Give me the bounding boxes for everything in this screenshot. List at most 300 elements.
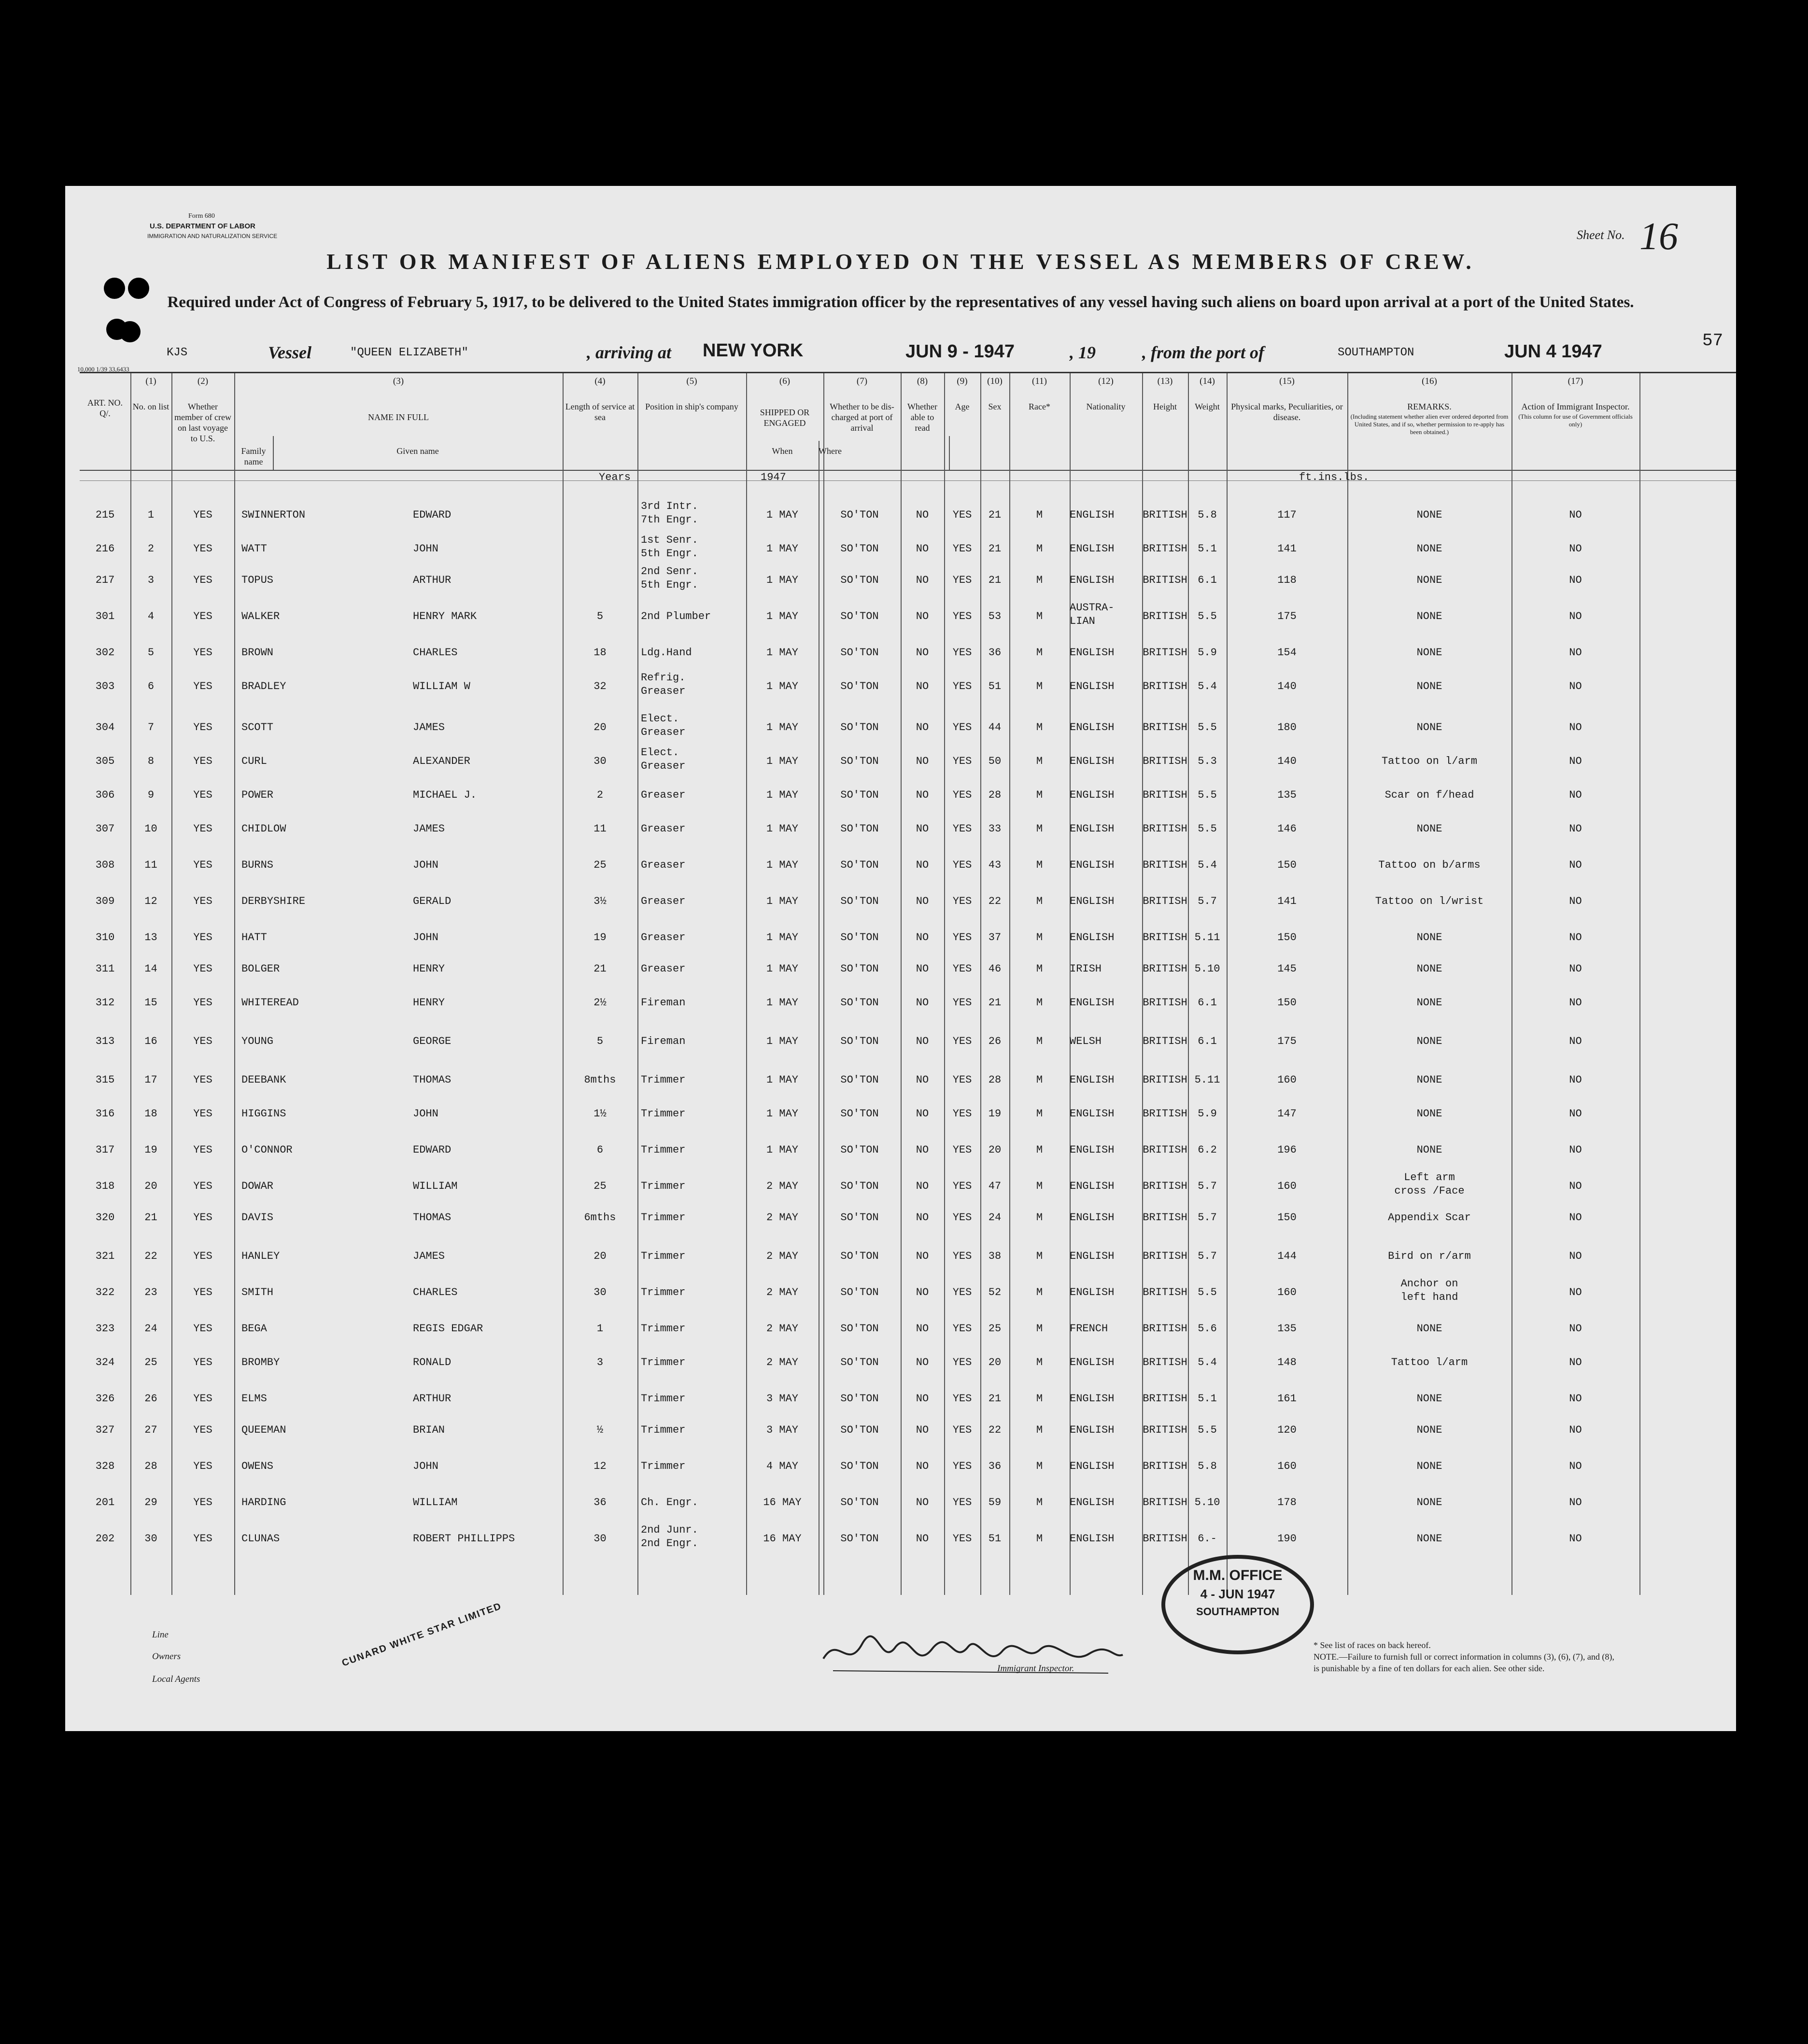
- cell-where: SO'TON: [840, 610, 879, 622]
- cell-height: 5.10: [1194, 1496, 1220, 1508]
- cell-weight: 135: [1277, 1323, 1297, 1335]
- cell-art: 316: [95, 1108, 115, 1120]
- cell-when: 1 MAY: [766, 647, 798, 659]
- cell-when: 1 MAY: [766, 1074, 798, 1086]
- crew-row: [80, 1240, 1736, 1272]
- crew-row: [80, 1450, 1736, 1482]
- cell-height: 5.5: [1198, 823, 1217, 835]
- cell-age: 22: [988, 895, 1002, 907]
- cell-age: 21: [988, 997, 1002, 1009]
- cell-service: 30: [593, 1533, 607, 1545]
- punch-hole: [119, 321, 141, 342]
- crew-row: [80, 1312, 1736, 1344]
- cell-no: 4: [147, 610, 155, 622]
- cell-given: JOHN: [413, 543, 438, 555]
- cell-when: 1 MAY: [766, 859, 798, 871]
- cell-position: 2nd Junr. 2nd Engr.: [641, 1524, 698, 1550]
- cell-race: ENGLISH: [1070, 1108, 1115, 1120]
- cell-family: WALKER: [241, 610, 280, 622]
- cell-art: 302: [95, 647, 115, 659]
- cell-nat: BRITISH: [1143, 543, 1187, 555]
- cell-family: HANLEY: [241, 1250, 280, 1262]
- crew-row: [80, 1486, 1736, 1518]
- cell-nat: BRITISH: [1143, 1286, 1187, 1298]
- crew-row: [80, 1134, 1736, 1166]
- cell-crew: YES: [193, 509, 212, 521]
- cell-height: 5.1: [1198, 543, 1217, 555]
- cell-crew: YES: [193, 931, 212, 944]
- cell-disch: NO: [916, 963, 929, 975]
- cell-where: SO'TON: [840, 789, 879, 801]
- cell-service: 12: [593, 1460, 607, 1472]
- cell-art: 327: [95, 1424, 115, 1436]
- cell-read: YES: [952, 895, 972, 907]
- cell-nat: BRITISH: [1143, 859, 1187, 871]
- crew-row: [80, 813, 1736, 845]
- cell-art: 320: [95, 1212, 115, 1224]
- cell-sex: M: [1036, 1460, 1043, 1472]
- printing-code: 10,000 1/39 33,6433: [77, 366, 129, 373]
- cell-race: ENGLISH: [1070, 647, 1115, 659]
- cell-disch: NO: [916, 574, 929, 586]
- cell-disch: NO: [916, 1144, 929, 1156]
- cell-no: 20: [144, 1180, 157, 1192]
- cell-when: 1 MAY: [766, 997, 798, 1009]
- cell-crew: YES: [193, 1074, 212, 1086]
- cell-art: 306: [95, 789, 115, 801]
- cell-height: 5.4: [1198, 859, 1217, 871]
- cell-remarks: NO: [1569, 1074, 1582, 1086]
- cell-sex: M: [1036, 789, 1043, 801]
- cell-disch: NO: [916, 1286, 929, 1298]
- inspector-label: Immigrant Inspector.: [997, 1663, 1074, 1674]
- cell-disch: NO: [916, 647, 929, 659]
- cell-race: ENGLISH: [1070, 1424, 1115, 1436]
- column-number: (4): [594, 376, 606, 386]
- cell-art: 322: [95, 1286, 115, 1298]
- cell-remarks: NO: [1569, 931, 1582, 944]
- cell-no: 1: [147, 509, 155, 521]
- cell-given: WILLIAM: [413, 1180, 458, 1192]
- cell-remarks: NO: [1569, 647, 1582, 659]
- cell-remarks: NO: [1569, 543, 1582, 555]
- cell-no: 10: [144, 823, 157, 835]
- cell-sex: M: [1036, 1108, 1043, 1120]
- cell-remarks: NO: [1569, 1108, 1582, 1120]
- cell-read: YES: [952, 1212, 972, 1224]
- cell-weight: 196: [1277, 1144, 1297, 1156]
- cell-age: 33: [988, 823, 1002, 835]
- cell-when: 1 MAY: [766, 963, 798, 975]
- cell-service: 21: [593, 963, 607, 975]
- cell-no: 24: [144, 1323, 157, 1335]
- cell-nat: BRITISH: [1143, 1180, 1187, 1192]
- column-number: (17): [1568, 376, 1583, 386]
- cell-disch: NO: [916, 721, 929, 733]
- cell-service: 6mths: [584, 1212, 616, 1224]
- cell-remarks: NO: [1569, 1250, 1582, 1262]
- footnote-races: * See list of races on back hereof.: [1314, 1640, 1431, 1650]
- cell-when: 2 MAY: [766, 1356, 798, 1368]
- cell-family: SWINNERTON: [241, 509, 306, 521]
- cell-marks: NONE: [1416, 509, 1442, 521]
- cell-art: 201: [95, 1496, 115, 1508]
- cell-weight: 150: [1277, 1212, 1297, 1224]
- cell-where: SO'TON: [840, 963, 879, 975]
- cell-height: 5.7: [1198, 895, 1217, 907]
- cell-given: HENRY MARK: [413, 610, 477, 622]
- cell-given: ARTHUR: [413, 574, 452, 586]
- cell-sex: M: [1036, 647, 1043, 659]
- crew-row: [80, 670, 1736, 702]
- column-header: ART. NO. Q/.: [87, 398, 123, 418]
- cell-marks: Appendix Scar: [1388, 1212, 1471, 1224]
- cell-read: YES: [952, 721, 972, 733]
- cell-remarks: NO: [1569, 721, 1582, 733]
- cell-when: 16 MAY: [763, 1496, 802, 1508]
- cell-marks: NONE: [1416, 1424, 1442, 1436]
- cell-nat: BRITISH: [1143, 895, 1187, 907]
- column-subheader: When: [772, 446, 793, 456]
- cell-family: ELMS: [241, 1393, 267, 1405]
- cell-nat: BRITISH: [1143, 931, 1187, 944]
- cell-where: SO'TON: [840, 997, 879, 1009]
- column-number: (11): [1032, 376, 1047, 386]
- cell-where: SO'TON: [840, 931, 879, 944]
- cell-position: Fireman: [641, 1035, 686, 1047]
- cell-art: 216: [95, 543, 115, 555]
- cell-marks: NONE: [1416, 543, 1442, 555]
- cell-marks: Scar on f/head: [1384, 789, 1474, 801]
- cell-read: YES: [952, 1460, 972, 1472]
- cell-service: 8mths: [584, 1074, 616, 1086]
- year-label: , 19: [1070, 343, 1096, 362]
- cell-where: SO'TON: [840, 1496, 879, 1508]
- cell-height: 5.1: [1198, 1393, 1217, 1405]
- cell-height: 5.8: [1198, 509, 1217, 521]
- cell-weight: 160: [1277, 1074, 1297, 1086]
- cell-art: 305: [95, 755, 115, 767]
- cell-art: 323: [95, 1323, 115, 1335]
- cell-when: 1 MAY: [766, 721, 798, 733]
- cell-weight: 140: [1277, 755, 1297, 767]
- cell-remarks: NO: [1569, 1356, 1582, 1368]
- departure-port: SOUTHAMPTON: [1338, 346, 1414, 359]
- cell-race: ENGLISH: [1070, 1250, 1115, 1262]
- cell-service: 2: [596, 789, 604, 801]
- cell-given: EDWARD: [413, 509, 452, 521]
- cell-crew: YES: [193, 963, 212, 975]
- cell-position: Trimmer: [641, 1074, 686, 1086]
- cell-position: Trimmer: [641, 1393, 686, 1405]
- cell-age: 19: [988, 1108, 1002, 1120]
- cell-height: 6.1: [1198, 574, 1217, 586]
- cell-marks: Tattoo on l/wrist: [1375, 895, 1484, 907]
- cell-family: DOWAR: [241, 1180, 274, 1192]
- cell-family: SMITH: [241, 1286, 274, 1298]
- cell-race: ENGLISH: [1070, 509, 1115, 521]
- cell-nat: BRITISH: [1143, 1393, 1187, 1405]
- cell-service: 25: [593, 859, 607, 871]
- cell-art: 310: [95, 931, 115, 944]
- cell-marks: NONE: [1416, 1074, 1442, 1086]
- crew-row: [80, 921, 1736, 953]
- cell-age: 22: [988, 1424, 1002, 1436]
- cell-where: SO'TON: [840, 647, 879, 659]
- cell-crew: YES: [193, 1108, 212, 1120]
- column-number: (7): [856, 376, 868, 386]
- cell-race: ENGLISH: [1070, 1533, 1115, 1545]
- cell-sex: M: [1036, 997, 1043, 1009]
- cell-no: 22: [144, 1250, 157, 1262]
- cell-position: Refrig. Greaser: [641, 672, 686, 697]
- cell-remarks: NO: [1569, 1460, 1582, 1472]
- cell-family: HARDING: [241, 1496, 286, 1508]
- column-header: Age: [955, 402, 970, 411]
- cell-where: SO'TON: [840, 543, 879, 555]
- document-subtitle: Required under Act of Congress of February 5, 1917, to be delivered to the United States immigration officer by the representatives of any vessel having such aliens on board upon arrival at a port of the United States.: [167, 294, 1634, 311]
- cell-crew: YES: [193, 1180, 212, 1192]
- crew-row: [80, 600, 1736, 632]
- column-number: (3): [393, 376, 404, 386]
- cell-crew: YES: [193, 823, 212, 835]
- cell-art: 326: [95, 1393, 115, 1405]
- cell-read: YES: [952, 1144, 972, 1156]
- column-note: (This column for use of Government officials only): [1518, 413, 1633, 428]
- cell-when: 2 MAY: [766, 1323, 798, 1335]
- cell-marks: NONE: [1416, 721, 1442, 733]
- cell-weight: 190: [1277, 1533, 1297, 1545]
- cell-remarks: NO: [1569, 509, 1582, 521]
- cell-where: SO'TON: [840, 1393, 879, 1405]
- column-header: Weight: [1195, 402, 1220, 411]
- cell-height: 6.1: [1198, 997, 1217, 1009]
- cell-disch: NO: [916, 1496, 929, 1508]
- cell-marks: Anchor on left hand: [1400, 1278, 1458, 1303]
- cell-race: ENGLISH: [1070, 997, 1115, 1009]
- cell-remarks: NO: [1569, 823, 1582, 835]
- cell-race: ENGLISH: [1070, 1212, 1115, 1224]
- cell-height: 5.7: [1198, 1180, 1217, 1192]
- cell-art: 328: [95, 1460, 115, 1472]
- cell-disch: NO: [916, 859, 929, 871]
- cell-crew: YES: [193, 610, 212, 622]
- cell-art: 217: [95, 574, 115, 586]
- cell-no: 30: [144, 1533, 157, 1545]
- footnote-warning: NOTE.—Failure to furnish full or correct information in columns (3), (6), (7), and (8),: [1314, 1652, 1614, 1662]
- cell-marks: Tattoo on b/arms: [1378, 859, 1481, 871]
- cell-marks: NONE: [1416, 931, 1442, 944]
- footnote: [1314, 1639, 1614, 1674]
- cell-age: 26: [988, 1035, 1002, 1047]
- cell-nat: BRITISH: [1143, 997, 1187, 1009]
- cell-when: 4 MAY: [766, 1460, 798, 1472]
- cell-marks: NONE: [1416, 1460, 1442, 1472]
- cell-weight: 141: [1277, 543, 1297, 555]
- height-weight-unit: ft.ins.lbs.: [1299, 471, 1370, 483]
- cell-weight: 120: [1277, 1424, 1297, 1436]
- cell-age: 28: [988, 1074, 1002, 1086]
- cell-service: 20: [593, 721, 607, 733]
- cell-race: IRISH: [1070, 963, 1102, 975]
- cell-art: 309: [95, 895, 115, 907]
- cell-where: SO'TON: [840, 1144, 879, 1156]
- cell-crew: YES: [193, 1035, 212, 1047]
- crew-row: [80, 1414, 1736, 1446]
- cell-read: YES: [952, 1108, 972, 1120]
- cell-age: 21: [988, 574, 1002, 586]
- document-title: LIST OR MANIFEST OF ALIENS EMPLOYED ON THE VESSEL AS MEMBERS OF CREW.: [326, 249, 1475, 274]
- cell-age: 50: [988, 755, 1002, 767]
- cell-remarks: NO: [1569, 1496, 1582, 1508]
- cell-no: 23: [144, 1286, 157, 1298]
- crew-row: [80, 1098, 1736, 1129]
- cell-no: 27: [144, 1424, 157, 1436]
- cell-given: RONALD: [413, 1356, 452, 1368]
- crew-row: [80, 987, 1736, 1018]
- cell-crew: YES: [193, 1144, 212, 1156]
- column-number: (5): [686, 376, 697, 386]
- cell-age: 21: [988, 509, 1002, 521]
- cell-read: YES: [952, 1074, 972, 1086]
- cell-nat: BRITISH: [1143, 755, 1187, 767]
- cell-nat: BRITISH: [1143, 610, 1187, 622]
- cell-marks: Left arm cross /Face: [1394, 1171, 1465, 1197]
- cell-nat: BRITISH: [1143, 509, 1187, 521]
- cell-given: THOMAS: [413, 1212, 452, 1224]
- cell-crew: YES: [193, 1250, 212, 1262]
- arrival-date: JUN 9 - 1947: [905, 341, 1015, 362]
- cell-art: 313: [95, 1035, 115, 1047]
- cell-crew: YES: [193, 1533, 212, 1545]
- cell-marks: NONE: [1416, 1144, 1442, 1156]
- cell-marks: NONE: [1416, 823, 1442, 835]
- column-header: Position in ship's company: [645, 402, 738, 411]
- cell-where: SO'TON: [840, 755, 879, 767]
- column-number: (1): [145, 376, 156, 386]
- cell-given: THOMAS: [413, 1074, 452, 1086]
- cell-when: 16 MAY: [763, 1533, 802, 1545]
- cell-age: 51: [988, 680, 1002, 692]
- cell-weight: 161: [1277, 1393, 1297, 1405]
- cell-no: 21: [144, 1212, 157, 1224]
- cell-position: Greaser: [641, 859, 686, 871]
- column-header: Whether member of crew on last voyage to U.S.: [174, 402, 231, 443]
- cell-disch: NO: [916, 931, 929, 944]
- column-header: NAME IN FULL: [368, 412, 429, 422]
- cell-read: YES: [952, 1286, 972, 1298]
- cell-race: ENGLISH: [1070, 1356, 1115, 1368]
- cell-crew: YES: [193, 1286, 212, 1298]
- cell-race: ENGLISH: [1070, 1393, 1115, 1405]
- cell-race: ENGLISH: [1070, 680, 1115, 692]
- cell-crew: YES: [193, 997, 212, 1009]
- cell-remarks: NO: [1569, 895, 1582, 907]
- cell-weight: 150: [1277, 931, 1297, 944]
- cell-where: SO'TON: [840, 1533, 879, 1545]
- cell-age: 36: [988, 647, 1002, 659]
- cell-disch: NO: [916, 789, 929, 801]
- cell-read: YES: [952, 1323, 972, 1335]
- cell-weight: 150: [1277, 859, 1297, 871]
- cell-marks: NONE: [1416, 997, 1442, 1009]
- cell-race: ENGLISH: [1070, 859, 1115, 871]
- cell-sex: M: [1036, 1212, 1043, 1224]
- cell-position: Elect. Greaser: [641, 747, 686, 772]
- unit-divider: [80, 480, 1736, 481]
- cell-age: 46: [988, 963, 1002, 975]
- cell-height: 6.1: [1198, 1035, 1217, 1047]
- cell-where: SO'TON: [840, 895, 879, 907]
- cell-height: 5.11: [1194, 1074, 1220, 1086]
- cell-given: HENRY: [413, 997, 445, 1009]
- cell-read: YES: [952, 1393, 972, 1405]
- cell-remarks: NO: [1569, 859, 1582, 871]
- column-header: REMARKS.: [1407, 402, 1452, 411]
- cell-sex: M: [1036, 1035, 1043, 1047]
- cell-no: 19: [144, 1144, 157, 1156]
- cell-sex: M: [1036, 859, 1043, 871]
- cell-disch: NO: [916, 1212, 929, 1224]
- owners-label: Owners: [152, 1651, 181, 1662]
- cell-given: WILLIAM W: [413, 680, 470, 692]
- cell-when: 2 MAY: [766, 1286, 798, 1298]
- cell-no: 9: [147, 789, 155, 801]
- cell-where: SO'TON: [840, 823, 879, 835]
- cell-disch: NO: [916, 1460, 929, 1472]
- cell-remarks: NO: [1569, 1424, 1582, 1436]
- cell-where: SO'TON: [840, 1323, 879, 1335]
- cell-given: JOHN: [413, 931, 438, 944]
- cell-family: BOLGER: [241, 963, 280, 975]
- cell-family: BEGA: [241, 1323, 267, 1335]
- cell-crew: YES: [193, 755, 212, 767]
- cell-sex: M: [1036, 1424, 1043, 1436]
- cell-no: 11: [144, 859, 157, 871]
- cell-sex: M: [1036, 1074, 1043, 1086]
- cell-sex: M: [1036, 823, 1043, 835]
- column-header: Physical marks, Peculiarities, or disease.: [1231, 402, 1343, 422]
- crew-row: [80, 1170, 1736, 1202]
- cell-service: 19: [593, 931, 607, 944]
- cell-family: WHITEREAD: [241, 997, 299, 1009]
- cell-read: YES: [952, 1180, 972, 1192]
- cell-read: YES: [952, 859, 972, 871]
- cell-remarks: NO: [1569, 1323, 1582, 1335]
- column-subheader: Where: [819, 446, 842, 456]
- cell-age: 37: [988, 931, 1002, 944]
- cell-age: 52: [988, 1286, 1002, 1298]
- cell-where: SO'TON: [840, 1035, 879, 1047]
- cell-art: 304: [95, 721, 115, 733]
- cell-read: YES: [952, 755, 972, 767]
- cell-weight: 160: [1277, 1286, 1297, 1298]
- cell-service: 1½: [593, 1108, 607, 1120]
- cell-nat: BRITISH: [1143, 1533, 1187, 1545]
- cell-weight: 140: [1277, 680, 1297, 692]
- cell-race: ENGLISH: [1070, 1144, 1115, 1156]
- cell-when: 1 MAY: [766, 931, 798, 944]
- cell-family: DEEBANK: [241, 1074, 286, 1086]
- cell-family: YOUNG: [241, 1035, 274, 1047]
- cell-remarks: NO: [1569, 1144, 1582, 1156]
- cell-disch: NO: [916, 543, 929, 555]
- cell-no: 7: [147, 721, 155, 733]
- cell-when: 1 MAY: [766, 1035, 798, 1047]
- cell-nat: BRITISH: [1143, 1144, 1187, 1156]
- cell-given: ARTHUR: [413, 1393, 452, 1405]
- column-header: No. on list: [132, 402, 170, 411]
